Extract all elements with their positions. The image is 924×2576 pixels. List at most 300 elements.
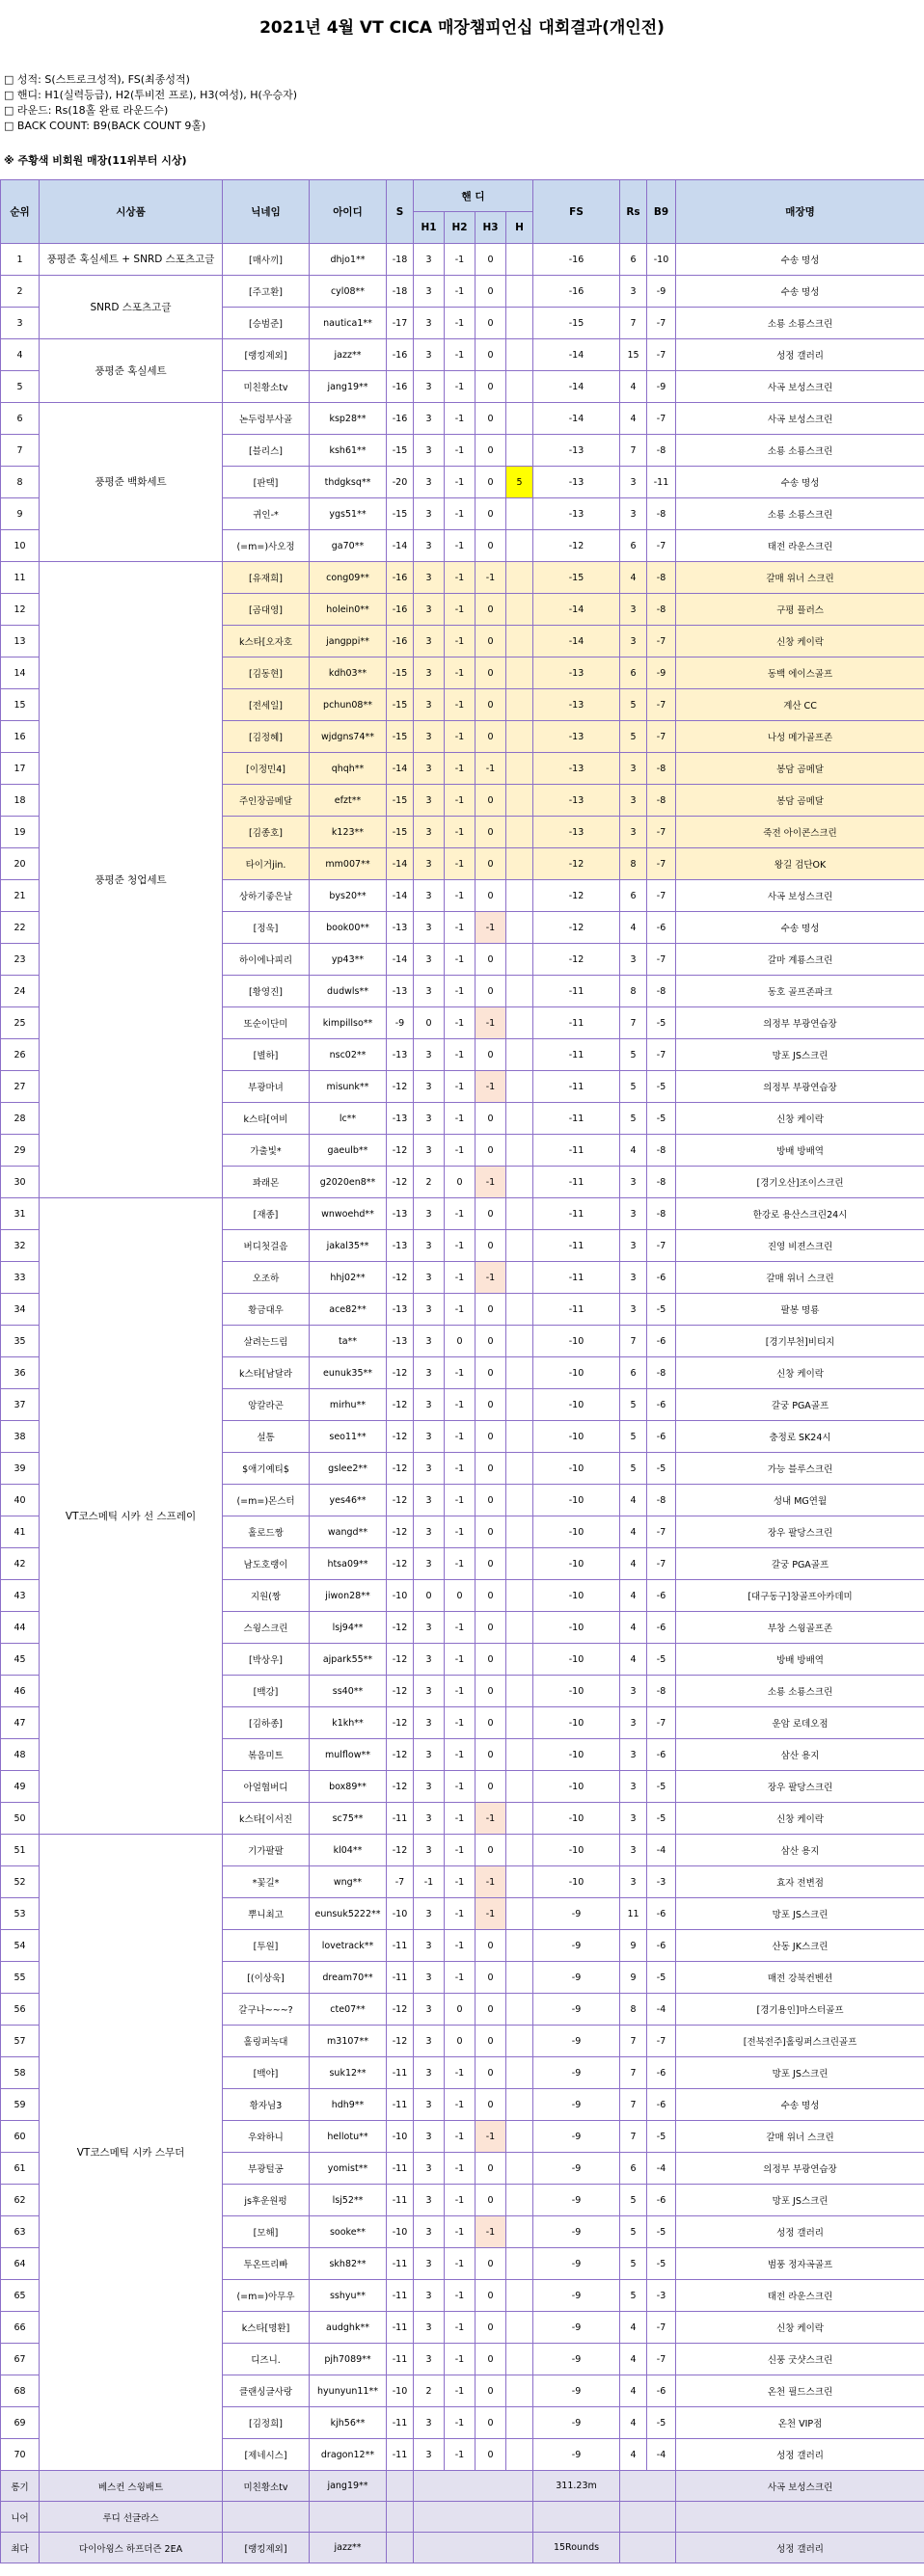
- cell-id: yes46**: [310, 1485, 387, 1516]
- cell-h3: -1: [476, 1167, 506, 1198]
- cell-h2: 0: [445, 1994, 476, 2026]
- award-store: 사곡 보성스크린: [676, 2471, 924, 2502]
- cell-fs: -9: [533, 2248, 620, 2280]
- cell-nick: [황영진]: [223, 976, 310, 1007]
- cell-rank: 14: [1, 657, 40, 689]
- cell-id: wjdgns74**: [310, 721, 387, 753]
- cell-b9: -7: [647, 2344, 676, 2375]
- cell-rank: 51: [1, 1835, 40, 1866]
- cell-h3: 0: [476, 848, 506, 880]
- col-s: S: [387, 180, 414, 244]
- cell-b9: -6: [647, 2185, 676, 2216]
- cell-b9: -6: [647, 1612, 676, 1644]
- cell-b9: -8: [647, 1485, 676, 1516]
- cell-h2: -1: [445, 2439, 476, 2471]
- cell-h: [506, 1103, 533, 1135]
- cell-store: 소룡 소룡스크린: [676, 308, 924, 339]
- cell-s: -11: [387, 1962, 414, 1994]
- award-prize: 루디 선글라스: [40, 2502, 223, 2533]
- cell-store: 성정 갤러리: [676, 339, 924, 371]
- cell-h: [506, 1739, 533, 1771]
- cell-fs: -9: [533, 2216, 620, 2248]
- cell-rs: 3: [620, 1803, 647, 1835]
- cell-h3: 0: [476, 1357, 506, 1389]
- cell-h3: 0: [476, 1644, 506, 1676]
- cell-h: [506, 1771, 533, 1803]
- cell-store: 부창 스윙골프존: [676, 1612, 924, 1644]
- table-row: [1, 276, 924, 308]
- cell-h3: -1: [476, 1803, 506, 1835]
- cell-fs: -9: [533, 1898, 620, 1930]
- cell-rank: 2: [1, 276, 40, 308]
- cell-h3: 0: [476, 2439, 506, 2471]
- cell-id: wnwoehd**: [310, 1198, 387, 1230]
- cell-rank: 47: [1, 1707, 40, 1739]
- col-fs: FS: [533, 180, 620, 244]
- cell-rank: 43: [1, 1580, 40, 1612]
- cell-h1: 3: [414, 1644, 445, 1676]
- prize-group-cell: VT코스메틱 시카 스무더: [40, 1835, 223, 2471]
- cell-h2: -1: [445, 657, 476, 689]
- cell-id: yp43**: [310, 944, 387, 976]
- cell-s: -12: [387, 1071, 414, 1103]
- cell-store: 갈궁 PGA골프: [676, 1389, 924, 1421]
- cell-id: jazz**: [310, 339, 387, 371]
- cell-h2: -1: [445, 2057, 476, 2089]
- cell-h2: 0: [445, 1167, 476, 1198]
- cell-store: 의정부 부광연습장: [676, 1007, 924, 1039]
- cell-fs: -9: [533, 2185, 620, 2216]
- cell-rank: 18: [1, 785, 40, 817]
- cell-fs: -9: [533, 2121, 620, 2153]
- cell-h2: -1: [445, 1707, 476, 1739]
- cell-s: -10: [387, 2375, 414, 2407]
- cell-id: jiwon28**: [310, 1580, 387, 1612]
- cell-id: qhqh**: [310, 753, 387, 785]
- cell-nick: 기가팔팔: [223, 1835, 310, 1866]
- cell-s: -11: [387, 2057, 414, 2089]
- cell-h2: -1: [445, 530, 476, 562]
- cell-rs: 4: [620, 1516, 647, 1548]
- cell-h: [506, 1135, 533, 1167]
- cell-nick: [블리스]: [223, 435, 310, 467]
- cell-b9: -6: [647, 1739, 676, 1771]
- cell-b9: -6: [647, 2089, 676, 2121]
- cell-h3: 0: [476, 1994, 506, 2026]
- cell-id: ksh61**: [310, 435, 387, 467]
- cell-store: 갈매 위너 스크린: [676, 1262, 924, 1294]
- cell-h: [506, 2248, 533, 2280]
- cell-b9: -8: [647, 594, 676, 626]
- cell-s: -14: [387, 944, 414, 976]
- table-row: [1, 1835, 924, 1866]
- cell-rs: 5: [620, 1421, 647, 1453]
- cell-h2: 0: [445, 1326, 476, 1357]
- award-fs: 311.23m: [533, 2471, 620, 2502]
- cell-nick: 아얼협버디: [223, 1771, 310, 1803]
- cell-rank: 4: [1, 339, 40, 371]
- cell-b9: -8: [647, 1135, 676, 1167]
- cell-h2: -1: [445, 1071, 476, 1103]
- cell-nick: [김종호]: [223, 817, 310, 848]
- cell-h3: -1: [476, 562, 506, 594]
- cell-rs: 6: [620, 244, 647, 276]
- cell-store: 수송 명성: [676, 2089, 924, 2121]
- cell-id: dhjo1**: [310, 244, 387, 276]
- cell-nick: 오조하: [223, 1262, 310, 1294]
- cell-store: 신창 케이락: [676, 1803, 924, 1835]
- cell-rs: 3: [620, 1230, 647, 1262]
- cell-store: 갈궁 PGA골프: [676, 1548, 924, 1580]
- cell-b9: -7: [647, 689, 676, 721]
- cell-rank: 50: [1, 1803, 40, 1835]
- cell-id: dream70**: [310, 1962, 387, 1994]
- cell-h: [506, 1994, 533, 2026]
- cell-nick: [모해]: [223, 2216, 310, 2248]
- cell-h2: -1: [445, 1198, 476, 1230]
- cell-fs: -11: [533, 976, 620, 1007]
- cell-h1: 3: [414, 2312, 445, 2344]
- cell-h3: 0: [476, 2026, 506, 2057]
- cell-s: -9: [387, 1007, 414, 1039]
- cell-h2: -1: [445, 1930, 476, 1962]
- cell-nick: [별하]: [223, 1039, 310, 1071]
- prize-group-cell: 풍평준 청업세트: [40, 562, 223, 1198]
- cell-h2: -1: [445, 1835, 476, 1866]
- cell-h2: -1: [445, 817, 476, 848]
- cell-b9: -5: [647, 1962, 676, 1994]
- cell-rank: 5: [1, 371, 40, 403]
- cell-h1: 3: [414, 2089, 445, 2121]
- cell-rs: 6: [620, 880, 647, 912]
- cell-h3: 0: [476, 1835, 506, 1866]
- cell-nick: (=m=)사오정: [223, 530, 310, 562]
- cell-h1: 3: [414, 467, 445, 498]
- cell-h3: 0: [476, 1516, 506, 1548]
- cell-id: box89**: [310, 1771, 387, 1803]
- cell-store: 갈매 위너 스크린: [676, 2121, 924, 2153]
- cell-h1: 3: [414, 1198, 445, 1230]
- cell-store: 사곡 보성스크린: [676, 403, 924, 435]
- cell-s: -18: [387, 276, 414, 308]
- cell-rank: 30: [1, 1167, 40, 1198]
- cell-h2: -1: [445, 976, 476, 1007]
- cell-h2: -1: [445, 2312, 476, 2344]
- cell-h1: 3: [414, 753, 445, 785]
- cell-nick: 설통: [223, 1421, 310, 1453]
- cell-h1: 3: [414, 848, 445, 880]
- cell-h3: 0: [476, 1962, 506, 1994]
- cell-rs: 3: [620, 626, 647, 657]
- cell-b9: -5: [647, 2248, 676, 2280]
- cell-h: [506, 594, 533, 626]
- cell-store: 방배 방배역: [676, 1644, 924, 1676]
- cell-rs: 7: [620, 1007, 647, 1039]
- cell-h3: 0: [476, 880, 506, 912]
- cell-nick: 홀링퍼녹대: [223, 2026, 310, 2057]
- cell-h: [506, 1803, 533, 1835]
- cell-b9: -10: [647, 244, 676, 276]
- award-empty: [387, 2471, 414, 2502]
- cell-rank: 38: [1, 1421, 40, 1453]
- cell-h2: -1: [445, 785, 476, 817]
- cell-h1: 3: [414, 1135, 445, 1167]
- cell-nick: [정욱]: [223, 912, 310, 944]
- cell-fs: -11: [533, 1103, 620, 1135]
- cell-h: [506, 339, 533, 371]
- cell-store: [대구동구]창골프아카데미: [676, 1580, 924, 1612]
- cell-fs: -9: [533, 2344, 620, 2375]
- cell-fs: -10: [533, 1453, 620, 1485]
- cell-rs: 4: [620, 2375, 647, 2407]
- cell-h1: 3: [414, 308, 445, 339]
- cell-b9: -4: [647, 2439, 676, 2471]
- col-rank: 순위: [1, 180, 40, 244]
- cell-h1: 0: [414, 1007, 445, 1039]
- cell-fs: -13: [533, 467, 620, 498]
- cell-id: ss40**: [310, 1676, 387, 1707]
- cell-rs: 7: [620, 2057, 647, 2089]
- cell-h3: 0: [476, 498, 506, 530]
- cell-id: k123**: [310, 817, 387, 848]
- col-h1: H1: [414, 212, 445, 244]
- cell-store: 죽전 아이콘스크린: [676, 817, 924, 848]
- cell-b9: -6: [647, 1326, 676, 1357]
- cell-rank: 45: [1, 1644, 40, 1676]
- cell-b9: -5: [647, 1644, 676, 1676]
- cell-rs: 4: [620, 1485, 647, 1516]
- cell-nick: [김정혜]: [223, 721, 310, 753]
- cell-rs: 7: [620, 2121, 647, 2153]
- cell-h: [506, 1898, 533, 1930]
- cell-h2: -1: [445, 339, 476, 371]
- cell-h: [506, 1453, 533, 1485]
- cell-h: [506, 1580, 533, 1612]
- cell-h2: -1: [445, 1357, 476, 1389]
- cell-h: [506, 1835, 533, 1866]
- cell-id: mirhu**: [310, 1389, 387, 1421]
- award-nick: [랭킹제외]: [223, 2533, 310, 2563]
- cell-s: -15: [387, 689, 414, 721]
- cell-s: -10: [387, 1580, 414, 1612]
- cell-h3: 0: [476, 1230, 506, 1262]
- cell-b9: -7: [647, 721, 676, 753]
- cell-s: -16: [387, 594, 414, 626]
- cell-nick: 갈구나~~~?: [223, 1994, 310, 2026]
- cell-b9: -4: [647, 1994, 676, 2026]
- cell-fs: -9: [533, 2407, 620, 2439]
- cell-h3: 0: [476, 467, 506, 498]
- cell-h1: 3: [414, 2407, 445, 2439]
- cell-h: [506, 1866, 533, 1898]
- cell-rs: 5: [620, 2216, 647, 2248]
- cell-fs: -11: [533, 1135, 620, 1167]
- cell-h: [506, 817, 533, 848]
- cell-fs: -10: [533, 1612, 620, 1644]
- cell-h3: 0: [476, 1421, 506, 1453]
- cell-fs: -14: [533, 403, 620, 435]
- cell-rank: 60: [1, 2121, 40, 2153]
- cell-h: [506, 2280, 533, 2312]
- cell-h1: 3: [414, 785, 445, 817]
- cell-rank: 31: [1, 1198, 40, 1230]
- cell-h3: 0: [476, 657, 506, 689]
- cell-h2: -1: [445, 276, 476, 308]
- cell-nick: [곰대영]: [223, 594, 310, 626]
- cell-s: -12: [387, 2026, 414, 2057]
- award-empty: [387, 2502, 414, 2533]
- cell-b9: -5: [647, 2407, 676, 2439]
- cell-b9: -8: [647, 1198, 676, 1230]
- cell-rs: 3: [620, 1739, 647, 1771]
- cell-store: 망포 JS스크린: [676, 1898, 924, 1930]
- cell-h: [506, 2216, 533, 2248]
- cell-store: 수송 명성: [676, 467, 924, 498]
- cell-store: [경기용인]마스터골프: [676, 1994, 924, 2026]
- cell-h3: -1: [476, 1071, 506, 1103]
- cell-s: -12: [387, 1421, 414, 1453]
- cell-rs: 4: [620, 1135, 647, 1167]
- cell-rs: 9: [620, 1962, 647, 1994]
- cell-id: kimpillso**: [310, 1007, 387, 1039]
- award-row: [1, 2502, 924, 2533]
- cell-h2: -1: [445, 403, 476, 435]
- cell-store: 망포 JS스크린: [676, 2185, 924, 2216]
- cell-h1: 3: [414, 2185, 445, 2216]
- cell-rs: 8: [620, 976, 647, 1007]
- cell-id: sshyu**: [310, 2280, 387, 2312]
- cell-nick: (=m=)아무우: [223, 2280, 310, 2312]
- cell-h2: -1: [445, 2407, 476, 2439]
- cell-b9: -7: [647, 530, 676, 562]
- cell-fs: -15: [533, 308, 620, 339]
- cell-fs: -16: [533, 276, 620, 308]
- cell-h3: -1: [476, 1262, 506, 1294]
- cell-h3: 0: [476, 371, 506, 403]
- cell-h1: 3: [414, 594, 445, 626]
- cell-fs: -10: [533, 1803, 620, 1835]
- cell-h2: -1: [445, 2216, 476, 2248]
- award-label: 니어: [1, 2502, 40, 2533]
- cell-rank: 32: [1, 1230, 40, 1262]
- cell-s: -11: [387, 2280, 414, 2312]
- cell-h3: 0: [476, 1930, 506, 1962]
- cell-id: nautica1**: [310, 308, 387, 339]
- cell-fs: -14: [533, 371, 620, 403]
- cell-s: -12: [387, 1835, 414, 1866]
- cell-rank: 12: [1, 594, 40, 626]
- cell-rs: 6: [620, 530, 647, 562]
- cell-b9: -6: [647, 1389, 676, 1421]
- cell-id: yomist**: [310, 2153, 387, 2185]
- cell-fs: -13: [533, 753, 620, 785]
- cell-store: 동백 에이스골프: [676, 657, 924, 689]
- cell-fs: -9: [533, 2439, 620, 2471]
- cell-store: 신창 케이락: [676, 2312, 924, 2344]
- cell-h3: 0: [476, 1485, 506, 1516]
- cell-nick: js후운원펑: [223, 2185, 310, 2216]
- cell-fs: -10: [533, 1357, 620, 1389]
- legend-score: □ 성적: S(스트로크성적), FS(최종성적): [4, 73, 190, 86]
- cell-nick: 지원(짱: [223, 1580, 310, 1612]
- cell-h: [506, 944, 533, 976]
- special-awards: [1, 2471, 924, 2563]
- cell-id: hdh9**: [310, 2089, 387, 2121]
- cell-h2: -1: [445, 880, 476, 912]
- cell-rs: 5: [620, 1039, 647, 1071]
- cell-nick: (=m=)몬스터: [223, 1485, 310, 1516]
- cell-h1: 3: [414, 562, 445, 594]
- cell-h2: -1: [445, 1803, 476, 1835]
- cell-h3: 0: [476, 1294, 506, 1326]
- cell-fs: -10: [533, 1580, 620, 1612]
- cell-id: hyunyun11**: [310, 2375, 387, 2407]
- cell-h1: 3: [414, 2026, 445, 2057]
- cell-fs: -11: [533, 1167, 620, 1198]
- cell-h1: 3: [414, 1962, 445, 1994]
- cell-store: 성정 갤러리: [676, 2216, 924, 2248]
- cell-h1: 3: [414, 1071, 445, 1103]
- cell-h1: 3: [414, 976, 445, 1007]
- cell-nick: k스타[이서진: [223, 1803, 310, 1835]
- cell-rs: 4: [620, 1580, 647, 1612]
- cell-h: [506, 1612, 533, 1644]
- cell-fs: -9: [533, 1930, 620, 1962]
- prize-group-cell: 풍평준 혹실세트 + SNRD 스포츠고글: [40, 244, 223, 276]
- cell-id: cte07**: [310, 1994, 387, 2026]
- cell-h1: 3: [414, 1453, 445, 1485]
- cell-h: [506, 2312, 533, 2344]
- cell-h: [506, 785, 533, 817]
- cell-store: 진영 비젼스크린: [676, 1230, 924, 1262]
- cell-rs: 5: [620, 1103, 647, 1135]
- cell-h1: 3: [414, 721, 445, 753]
- prize-group-cell: VT코스메틱 시카 선 스프레이: [40, 1198, 223, 1835]
- cell-h2: -1: [445, 1103, 476, 1135]
- cell-h2: -1: [445, 1739, 476, 1771]
- cell-rs: 4: [620, 2344, 647, 2375]
- cell-id: kdh03**: [310, 657, 387, 689]
- cell-h: [506, 1294, 533, 1326]
- cell-h1: 3: [414, 2121, 445, 2153]
- cell-id: kl04**: [310, 1835, 387, 1866]
- cell-b9: -5: [647, 1007, 676, 1039]
- cell-h3: 0: [476, 1389, 506, 1421]
- cell-rs: 5: [620, 1071, 647, 1103]
- award-nick: 미친황소tv: [223, 2471, 310, 2502]
- cell-store: 한강로 용산스크린24시: [676, 1198, 924, 1230]
- cell-s: -12: [387, 1516, 414, 1548]
- cell-nick: [랭킹제외]: [223, 339, 310, 371]
- cell-h3: -1: [476, 753, 506, 785]
- cell-id: ajpark55**: [310, 1644, 387, 1676]
- cell-nick: [백야]: [223, 2057, 310, 2089]
- cell-store: [전북전주]홀링퍼스크린골프: [676, 2026, 924, 2057]
- cell-b9: -9: [647, 371, 676, 403]
- cell-rank: 3: [1, 308, 40, 339]
- cell-rank: 17: [1, 753, 40, 785]
- cell-s: -12: [387, 1389, 414, 1421]
- cell-store: 매전 강북컨벤션: [676, 1962, 924, 1994]
- cell-h3: 0: [476, 1771, 506, 1803]
- cell-h3: 0: [476, 2344, 506, 2375]
- cell-s: -15: [387, 435, 414, 467]
- cell-b9: -3: [647, 1866, 676, 1898]
- cell-nick: k스타[남달라: [223, 1357, 310, 1389]
- cell-b9: -6: [647, 1898, 676, 1930]
- legend-handicap: □ 핸디: H1(실력등급), H2(투비전 프로), H3(여성), H(우승자): [4, 89, 297, 101]
- cell-b9: -7: [647, 2312, 676, 2344]
